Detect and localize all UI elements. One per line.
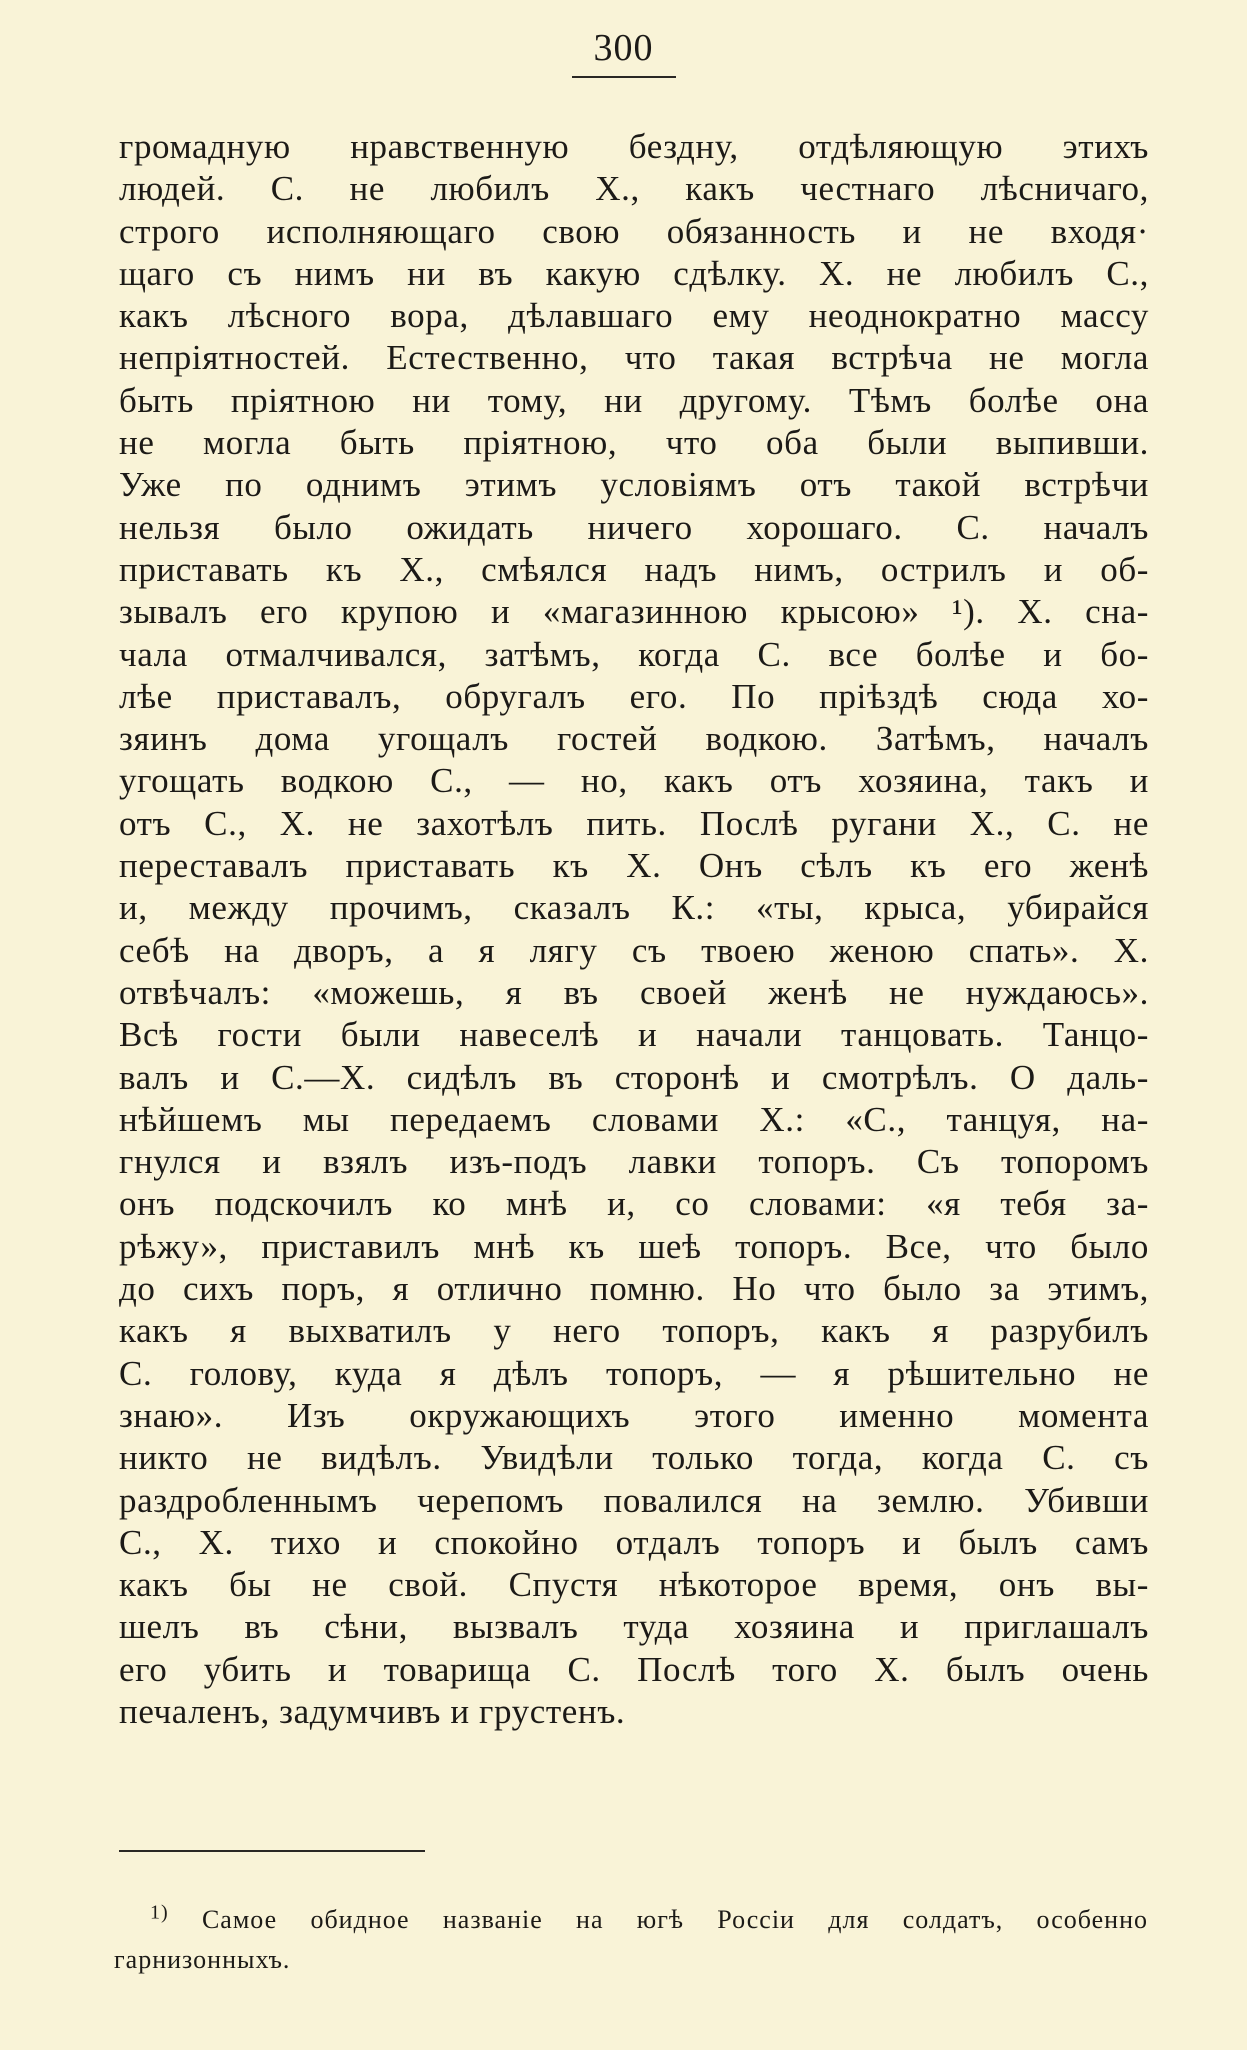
page-number: 300 xyxy=(572,28,676,78)
text-line: и, между прочимъ, сказалъ К.: «ты, крыса, убирайся xyxy=(119,888,1149,928)
text-line: чала отмалчивался, затѣмъ, когда С. все болѣе и бо- xyxy=(119,634,1149,674)
text-line: какъ бы не свой. Спустя нѣкоторое время, онъ вы- xyxy=(119,1565,1149,1605)
text-line: какъ лѣсного вора, дѣлавшаго ему неоднократно массу xyxy=(119,296,1149,336)
page-header xyxy=(0,28,1247,78)
text-line: угощать водкою С., — но, какъ отъ хозяина, такъ и xyxy=(119,761,1149,801)
text-line: нельзя было ожидать ничего хорошаго. С. началъ xyxy=(119,507,1149,547)
text-line: раздробленнымъ черепомъ повалился на землю. Убивши xyxy=(119,1480,1149,1520)
text-line: щаго съ нимъ ни въ какую сдѣлку. Х. не любилъ С., xyxy=(119,253,1149,293)
text-line: лѣе приставалъ, обругалъ его. По пріѣздѣ сюда хо- xyxy=(119,676,1149,716)
text-line: рѣжу», приставилъ мнѣ къ шеѣ топоръ. Все, что было xyxy=(119,1226,1149,1266)
text-line: гнулся и взялъ изъ-подъ лавки топоръ. Съ топоромъ xyxy=(119,1142,1149,1182)
text-line: нѣйшемъ мы передаемъ словами Х.: «С., танцуя, на- xyxy=(119,1099,1149,1139)
text-line: быть пріятною ни тому, ни другому. Тѣмъ болѣе она xyxy=(119,380,1149,420)
text-line: никто не видѣлъ. Увидѣли только тогда, когда С. съ xyxy=(119,1438,1149,1478)
text-line: онъ подскочилъ ко мнѣ и, со словами: «я тебя за- xyxy=(119,1184,1149,1224)
text-line: не могла быть пріятною, что оба были выпивши. xyxy=(119,423,1149,463)
main-text xyxy=(119,126,1149,1733)
text-line: громадную нравственную бездну, отдѣляющую этихъ xyxy=(119,127,1149,166)
text-line: его убить и товарища С. Послѣ того Х. былъ очень xyxy=(119,1649,1149,1689)
text-line: шелъ въ сѣни, вызвалъ туда хозяина и приглашалъ xyxy=(119,1607,1149,1647)
text-line: Уже по однимъ этимъ условіямъ отъ такой встрѣчи xyxy=(119,465,1149,505)
text-line: строго исполняющаго свою обязанность и не входя· xyxy=(119,211,1149,251)
text-line: отвѣчалъ: «можешь, я въ своей женѣ не нуждаюсь». xyxy=(119,972,1149,1012)
text-line: валъ и С.—Х. сидѣлъ въ сторонѣ и смотрѣлъ. О даль- xyxy=(119,1057,1149,1097)
footnote-line xyxy=(150,1900,1148,1940)
text-line: какъ я выхватилъ у него топоръ, какъ я разрубилъ xyxy=(119,1311,1149,1351)
footnote-line: гарнизонныхъ. xyxy=(114,1945,291,1974)
text-line: знаю». Изъ окружающихъ этого именно момента xyxy=(119,1395,1149,1435)
text-line: С., Х. тихо и спокойно отдалъ топоръ и былъ самъ xyxy=(119,1522,1149,1562)
text-line: себѣ на дворъ, а я лягу съ твоею женою спать». Х. xyxy=(119,930,1149,970)
text-line: отъ С., Х. не захотѣлъ пить. Послѣ ругани Х., С. не xyxy=(119,803,1149,843)
footnote xyxy=(114,1900,1148,1980)
text-line: до сихъ поръ, я отлично помню. Но что было за этимъ, xyxy=(119,1269,1149,1309)
text-line: С. голову, куда я дѣлъ топоръ, — я рѣшительно не xyxy=(119,1353,1149,1393)
footnote-marker: 1) xyxy=(150,1901,169,1924)
footnote-divider xyxy=(119,1850,425,1852)
text-line: печаленъ, задумчивъ и грустенъ. xyxy=(119,1691,626,1731)
text-line: непріятностей. Естественно, что такая встрѣча не могла xyxy=(119,338,1149,378)
text-line: Всѣ гости были навеселѣ и начали танцовать. Танцо- xyxy=(119,1015,1149,1055)
text-line: людей. С. не любилъ Х., какъ честнаго лѣсничаго, xyxy=(119,169,1149,209)
text-line: зяинъ дома угощалъ гостей водкою. Затѣмъ, началъ xyxy=(119,719,1149,759)
text-line: переставалъ приставать къ Х. Онъ сѣлъ къ его женѣ xyxy=(119,846,1149,886)
text-line: приставать къ Х., смѣялся надъ нимъ, острилъ и об- xyxy=(119,549,1149,589)
footnote-text: Самое обидное названіе на югѣ Россіи для солдатъ, особенно xyxy=(201,1905,1148,1934)
text-line: зывалъ его крупою и «магазинною крысою» ¹). Х. сна- xyxy=(119,592,1149,632)
